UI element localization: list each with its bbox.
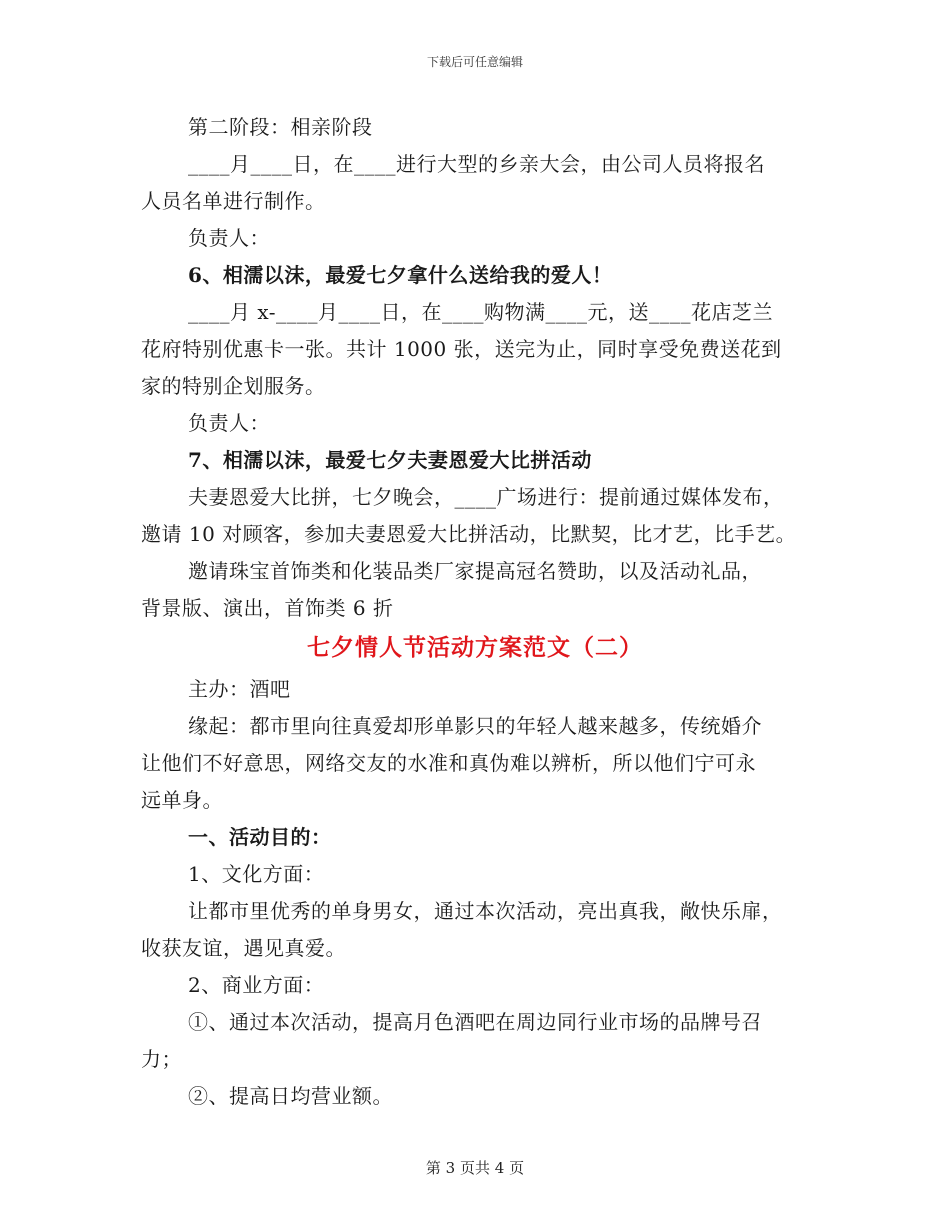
paragraph-line: 缘起：都市里向往真爱却形单影只的年轻人越来越多，传统婚介: [188, 714, 762, 738]
paragraph-line: ____月 x-____月____日，在____购物满____元，送____花店芝兰: [188, 300, 774, 324]
responsible-person: 负责人：: [188, 226, 270, 250]
paragraph-line: 邀请 10 对顾客，参加夫妻恩爱大比拼活动，比默契，比才艺，比手艺。: [141, 522, 797, 546]
paragraph-line: 夫妻恩爱大比拼，七夕晚会，____广场进行：提前通过媒体发布，: [188, 485, 784, 509]
paragraph-line: 让都市里优秀的单身男女，通过本次活动，亮出真我，敞快乐扉，: [188, 899, 783, 923]
stage-two-heading: 第二阶段：相亲阶段: [188, 115, 373, 139]
paragraph-line: 远单身。: [141, 788, 223, 812]
item-7-heading: 7、相濡以沫，最爱七夕夫妻恩爱大比拼活动: [188, 448, 592, 472]
paragraph-line: 让他们不好意思，网络交友的水准和真伪难以辨析，所以他们宁可永: [141, 751, 756, 775]
purpose-heading: 一、活动目的：: [188, 825, 332, 849]
paragraph-line: ____月____日，在____进行大型的乡亲大会，由公司人员将报名: [188, 152, 765, 176]
page-footer: 第 3 页共 4 页: [425, 1159, 525, 1177]
paragraph-line: 人员名单进行制作。: [141, 189, 326, 213]
page-header: 下载后可任意编辑: [426, 55, 523, 69]
paragraph-line: 邀请珠宝首饰类和化装品类厂家提高冠名赞助，以及活动礼品，: [188, 559, 762, 583]
section-title: 七夕情人节活动方案范文（二）: [307, 635, 643, 661]
paragraph-line: 背景版、演出，首饰类 6 折: [141, 596, 394, 620]
paragraph-line: 力；: [141, 1047, 182, 1071]
paragraph-line: 花府特别优惠卡一张。共计 1000 张，送完为止，同时享受免费送花到: [141, 337, 782, 361]
subheading-business: 2、商业方面：: [188, 973, 325, 997]
paragraph-line: 收获友谊，遇见真爱。: [141, 936, 346, 960]
paragraph-line: ②、提高日均营业额。: [188, 1084, 393, 1108]
responsible-person: 负责人：: [188, 411, 270, 435]
subheading-culture: 1、文化方面：: [188, 862, 325, 886]
paragraph-line: ①、通过本次活动，提高月色酒吧在周边同行业市场的品牌号召: [188, 1010, 762, 1034]
item-6-heading: 6、相濡以沫，最爱七夕拿什么送给我的爱人！: [188, 263, 613, 287]
paragraph-line: 家的特别企划服务。: [141, 374, 326, 398]
organizer: 主办：酒吧: [188, 677, 291, 701]
